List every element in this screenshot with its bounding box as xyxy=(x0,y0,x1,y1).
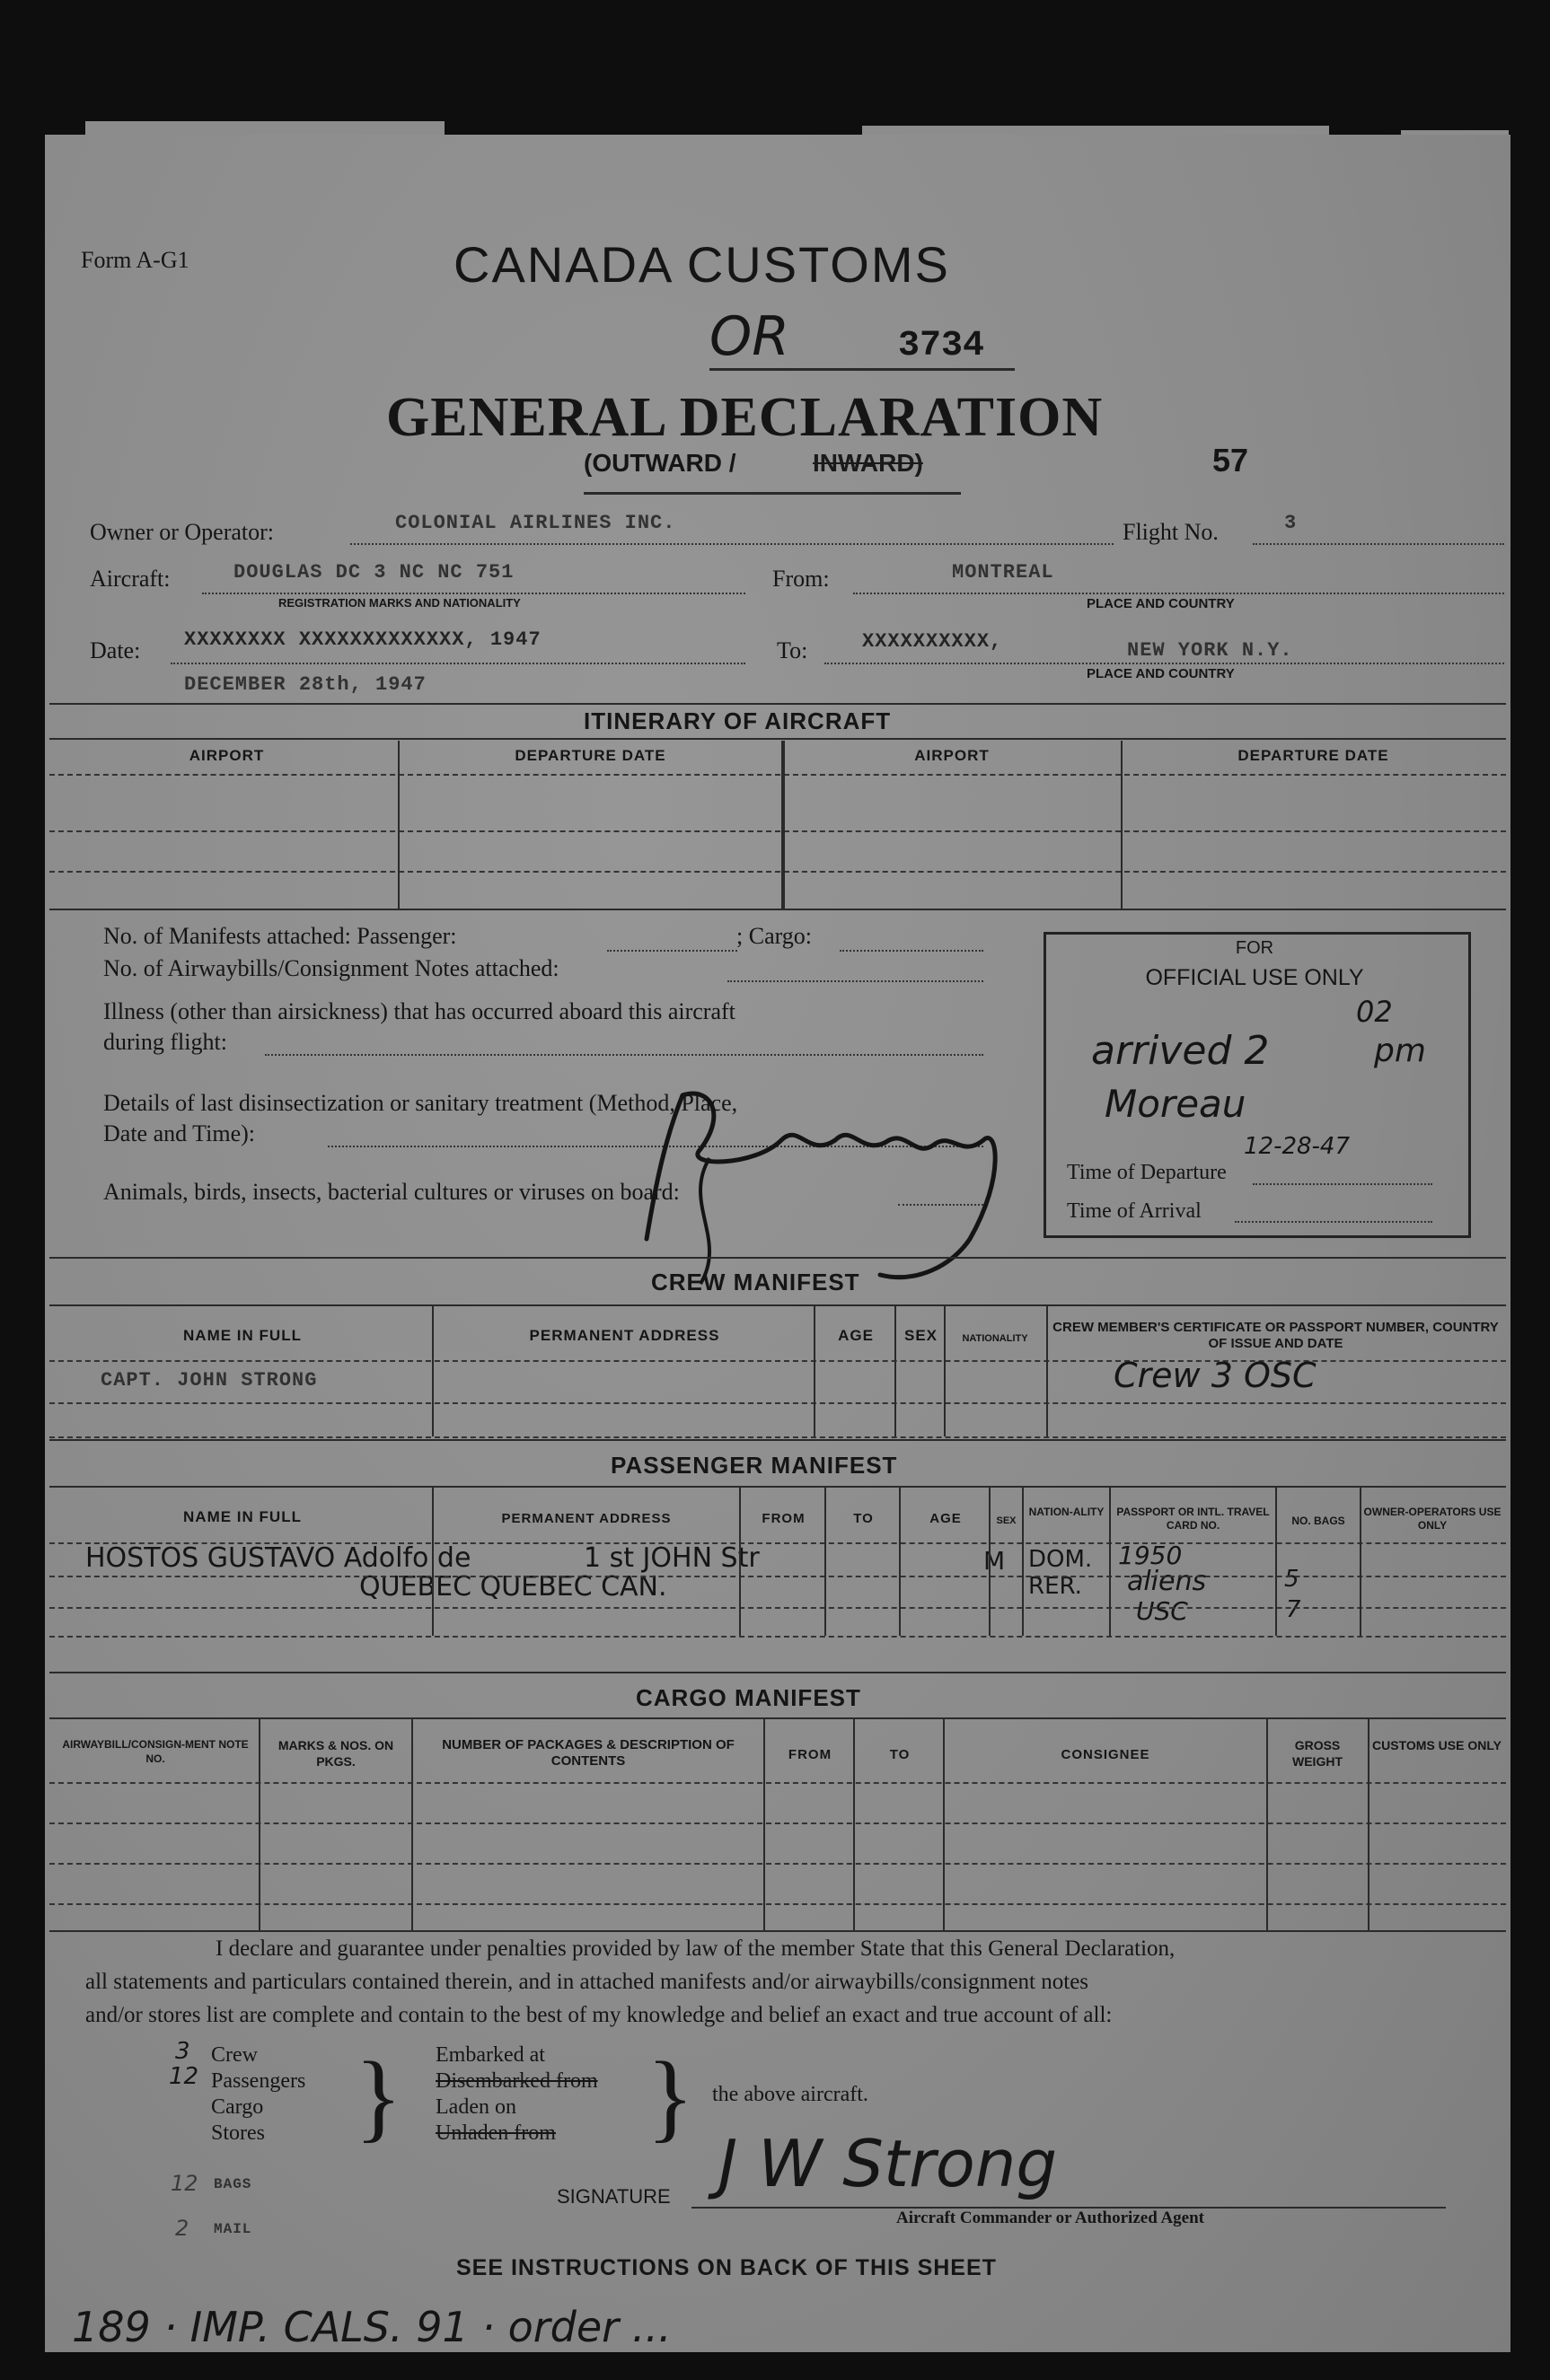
passenger-header-address: PERMANENT ADDRESS xyxy=(501,1511,672,1526)
official-arrived-handwritten: arrived 2 xyxy=(1091,1028,1270,1074)
date-value-struck: XXXXXXXX XXXXXXXXXXXXX, 1947 xyxy=(184,628,542,651)
place-caption-2: PLACE AND COUNTRY xyxy=(1087,666,1235,681)
aircraft-value: DOUGLAS DC 3 NC NC 751 xyxy=(233,561,515,584)
passenger-header-nationality: NATION-ALITY xyxy=(1028,1506,1105,1518)
subtitle-outward: (OUTWARD / xyxy=(584,449,736,477)
crew-header-age: AGE xyxy=(838,1327,874,1344)
passenger-header-from: FROM xyxy=(762,1511,806,1526)
passenger-header-sex: SEX xyxy=(996,1515,1017,1526)
itinerary-header-departure: DEPARTURE DATE xyxy=(515,747,666,764)
cargo-header-customs: CUSTOMS USE ONLY xyxy=(1372,1738,1502,1752)
itinerary-title: ITINERARY OF AIRCRAFT xyxy=(584,707,892,734)
subtitle-inward-struck: INWARD) xyxy=(813,449,923,477)
cargo-header-airwaybill: AIRWAYBILL/CONSIGN-MENT NOTE NO. xyxy=(62,1738,249,1765)
disinsectization-label: Details of last disinsectization or sanitary treatment (Method, Place, xyxy=(103,1090,738,1116)
embark-item-embarked: Embarked at xyxy=(436,2043,545,2067)
passenger-row-sex: M xyxy=(983,1546,1006,1576)
passenger-row-nationality-2: RER. xyxy=(1028,1573,1082,1600)
instructions-note: SEE INSTRUCTIONS ON BACK OF THIS SHEET xyxy=(456,2255,997,2280)
cargo-title: CARGO MANIFEST xyxy=(636,1684,861,1711)
passenger-row-passport-2: aliens xyxy=(1127,1566,1207,1597)
itinerary-header-airport-2: AIRPORT xyxy=(914,747,990,764)
from-value: MONTREAL xyxy=(952,561,1054,584)
embark-item-unladen: Unladen from xyxy=(436,2121,556,2145)
official-date-handwritten: 12-28-47 xyxy=(1244,1133,1351,1160)
cargo-header-consignee: CONSIGNEE xyxy=(1061,1747,1150,1762)
crew-count-handwritten: 3 xyxy=(175,2038,190,2065)
signature-label: SIGNATURE xyxy=(557,2185,671,2208)
owner-value: COLONIAL AIRLINES INC. xyxy=(395,512,676,534)
registration-caption: REGISTRATION MARKS AND NATIONALITY xyxy=(278,596,521,610)
list-item-passengers: Passengers xyxy=(211,2069,306,2093)
passenger-header-name: NAME IN FULL xyxy=(183,1508,302,1525)
bottom-handwritten-note: 189 · IMP. CALS. 91 · order ... xyxy=(72,2303,672,2351)
official-initials-handwritten: Moreau xyxy=(1105,1082,1246,1126)
cargo-count-label: ; Cargo: xyxy=(736,923,813,949)
time-of-departure-label: Time of Departure xyxy=(1067,1161,1227,1184)
crew-header-nationality: NATIONALITY xyxy=(962,1333,1028,1344)
crew-header-certificate: CREW MEMBER'S CERTIFICATE OR PASSPORT NUMBER, COUNTRY OF ISSUE AND DATE xyxy=(1052,1320,1499,1351)
passenger-header-bags: NO. BAGS xyxy=(1291,1515,1345,1527)
passenger-row-bags-1: 5 xyxy=(1284,1566,1299,1593)
brace-right: } xyxy=(647,2042,694,2151)
itinerary-header-departure-2: DEPARTURE DATE xyxy=(1237,747,1389,764)
illness-label: Illness (other than airsickness) that has occurred aboard this aircraft xyxy=(103,998,735,1024)
brace-left: } xyxy=(355,2042,402,2151)
disinsectization-label-2: Date and Time): xyxy=(103,1120,255,1146)
list-item-cargo: Cargo xyxy=(211,2095,264,2119)
to-value-struck: XXXXXXXXXX, xyxy=(862,630,1003,653)
from-label: From: xyxy=(772,566,830,592)
cargo-header-from: FROM xyxy=(788,1747,832,1762)
passenger-row-name: HOSTOS GUSTAVO Adolfo de xyxy=(85,1542,471,1574)
official-for: FOR xyxy=(1235,938,1274,958)
cargo-header-to: TO xyxy=(889,1747,911,1762)
passenger-header-age: AGE xyxy=(929,1511,962,1526)
bags-label: BAGS xyxy=(214,2176,252,2192)
passenger-row-nationality-1: DOM. xyxy=(1028,1546,1093,1573)
list-item-crew: Crew xyxy=(211,2043,258,2067)
owner-label: Owner or Operator: xyxy=(90,519,275,545)
place-caption: PLACE AND COUNTRY xyxy=(1087,596,1235,611)
passenger-header-owner: OWNER-OPERATORS USE ONLY xyxy=(1363,1506,1502,1532)
time-of-arrival-label: Time of Arrival xyxy=(1067,1199,1202,1223)
cargo-header-marks: MARKS & NOS. ON PKGS. xyxy=(277,1738,394,1769)
bags-count-handwritten: 12 xyxy=(171,2171,198,2196)
official-title: OFFICIAL USE ONLY xyxy=(1145,965,1364,990)
date-value: DECEMBER 28th, 1947 xyxy=(184,673,427,696)
signature-value: J W Strong xyxy=(718,2126,1058,2201)
passenger-header-to: TO xyxy=(853,1511,874,1526)
cargo-header-weight: GROSS WEIGHT xyxy=(1292,1738,1343,1769)
form-id: Form A-G1 xyxy=(81,247,189,273)
crew-header-address: PERMANENT ADDRESS xyxy=(529,1327,720,1344)
declaration-line-2: all statements and particulars contained therein, and in attached manifests and/or airwaybills/consignment notes xyxy=(85,1970,1089,1994)
airwaybills-label: No. of Airwaybills/Consignment Notes attached: xyxy=(103,955,559,981)
crew-header-name: NAME IN FULL xyxy=(183,1327,302,1344)
flight-value: 3 xyxy=(1284,512,1298,534)
file-number-handwritten: OR xyxy=(709,305,789,368)
to-value: NEW YORK N.Y. xyxy=(1127,639,1293,662)
to-label: To: xyxy=(777,637,808,663)
crew-header-sex: SEX xyxy=(903,1327,938,1344)
passenger-row-address-2: QUEBEC QUEBEC CAN. xyxy=(359,1571,667,1603)
passenger-row-address-1: 1 st JOHN Str xyxy=(584,1542,760,1574)
crew-row-name: CAPT. JOHN STRONG xyxy=(101,1369,318,1392)
itinerary-header-airport: AIRPORT xyxy=(189,747,265,764)
list-item-stores: Stores xyxy=(211,2121,265,2145)
file-number: 3734 xyxy=(898,326,985,366)
passenger-title: PASSENGER MANIFEST xyxy=(611,1452,898,1479)
page-number: 57 xyxy=(1212,442,1249,479)
passenger-header-passport: PASSPORT OR INTL. TRAVEL CARD NO. xyxy=(1116,1506,1270,1532)
above-aircraft-text: the above aircraft. xyxy=(712,2083,868,2106)
document-title: GENERAL DECLARATION xyxy=(386,387,1104,448)
embark-item-disembarked: Disembarked from xyxy=(436,2069,598,2093)
passenger-count-handwritten: 12 xyxy=(169,2063,199,2090)
passenger-row-passport-1: 1950 xyxy=(1118,1541,1183,1570)
mail-label: MAIL xyxy=(214,2221,252,2237)
passenger-row-passport-3: USC xyxy=(1136,1596,1188,1626)
crew-row-certificate: Crew 3 OSC xyxy=(1114,1356,1317,1395)
signature-caption: Aircraft Commander or Authorized Agent xyxy=(896,2209,1205,2227)
official-time-superscript: 02 xyxy=(1356,995,1393,1029)
official-pm-handwritten: pm xyxy=(1374,1032,1426,1069)
illness-label-2: during flight: xyxy=(103,1029,227,1055)
crew-title: CREW MANIFEST xyxy=(651,1269,860,1295)
aircraft-label: Aircraft: xyxy=(90,566,171,592)
declaration-line-1: I declare and guarantee under penalties provided by law of the member State that this General Declaration, xyxy=(216,1936,1176,1961)
manifests-label: No. of Manifests attached: Passenger: xyxy=(103,923,457,949)
declaration-line-3: and/or stores list are complete and contain to the best of my knowledge and belief an exact and true account of all: xyxy=(85,2003,1113,2027)
embark-item-laden: Laden on xyxy=(436,2095,516,2119)
agency-title: CANADA CUSTOMS xyxy=(454,236,950,293)
passenger-row-bags-2: 7 xyxy=(1286,1596,1301,1623)
mail-count-handwritten: 2 xyxy=(175,2216,189,2241)
flight-label: Flight No. xyxy=(1123,519,1219,545)
date-label: Date: xyxy=(90,637,141,663)
animals-label: Animals, birds, insects, bacterial cultures or viruses on board: xyxy=(103,1179,680,1205)
cargo-header-description: NUMBER OF PACKAGES & DESCRIPTION OF CONTENTS xyxy=(442,1737,735,1769)
